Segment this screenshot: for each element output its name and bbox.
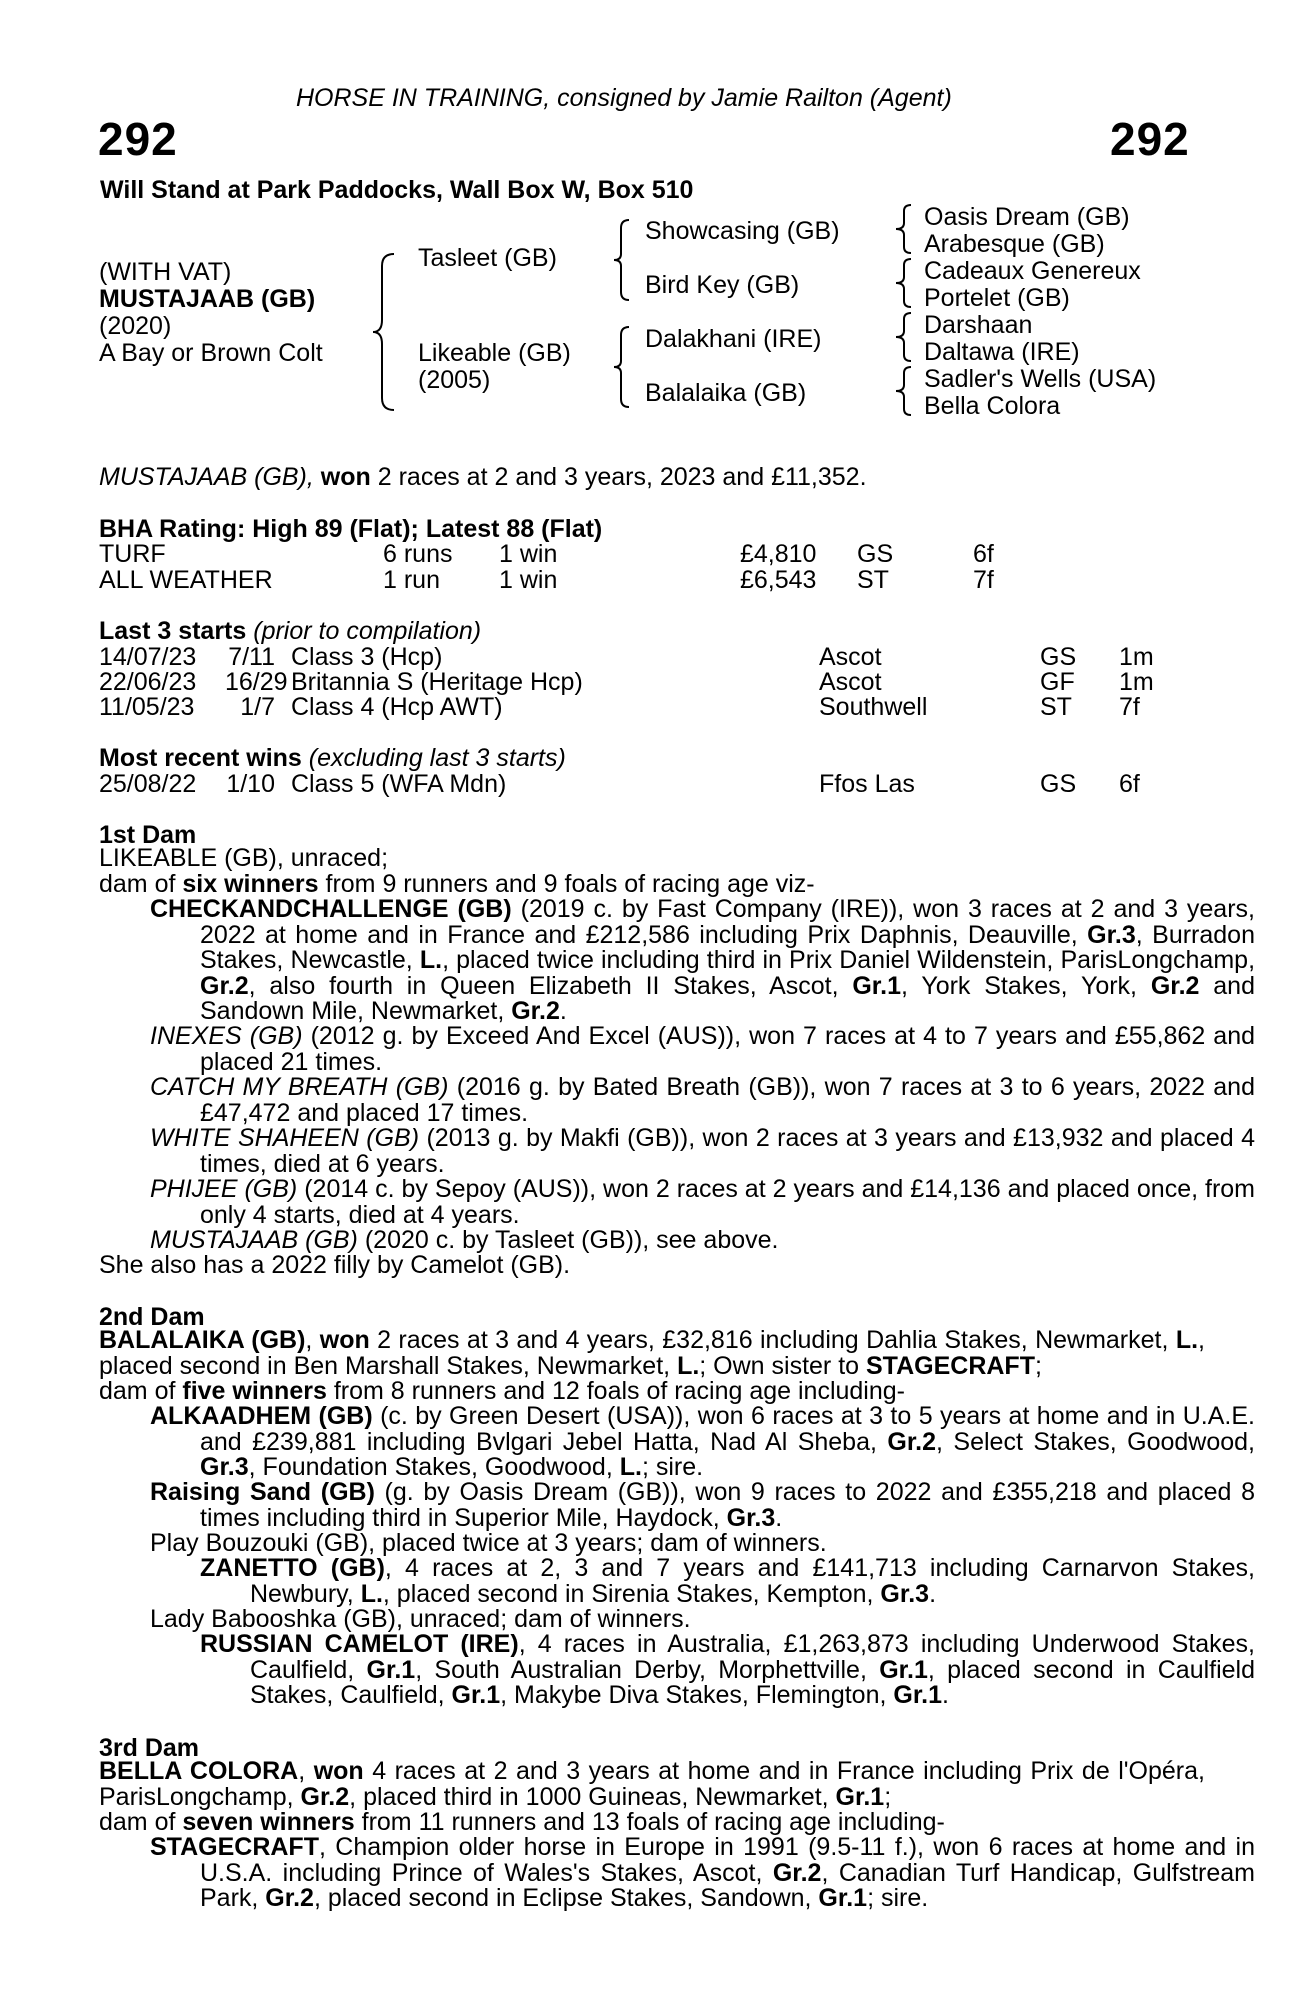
dam1-line1: LIKEABLE (GB), unraced;: [99, 844, 389, 872]
pedigree-brace-g3: [893, 311, 915, 363]
bha-rating-heading: BHA Rating: High 89 (Flat); Latest 88 (Flat): [99, 515, 603, 543]
pedigree-gen2-1: Showcasing (GB): [645, 217, 840, 245]
pedigree-dam: Likeable (GB): [418, 339, 571, 367]
pedigree-brace-dam: [611, 325, 633, 409]
horse-name: MUSTAJAAB (GB): [99, 285, 316, 313]
dam2-heading: 2nd Dam: [99, 1303, 205, 1331]
pedigree-brace-g2: [893, 257, 915, 309]
pedigree-gen3-6: Daltawa (IRE): [924, 338, 1080, 366]
dam2-progeny-4: Lady Babooshka (GB), unraced; dam of winners.: [150, 1605, 691, 1633]
dam3-heading: 3rd Dam: [99, 1734, 200, 1762]
pedigree-gen3-8: Bella Colora: [924, 392, 1061, 420]
pedigree-gen3-5: Darshaan: [924, 311, 1033, 339]
dam1-progeny-4: WHITE SHAHEEN (GB) (2013 g. by Makfi (GB)), won 2 races at 3 years and £13,932 and placed 4 times, died at 6 years.: [150, 1124, 1255, 1178]
pedigree-gen3-4: Portelet (GB): [924, 284, 1070, 312]
dam2-description: BALALAIKA (GB), won 2 races at 3 and 4 years, £32,816 including Dahlia Stakes, Newmarket, L., placed second in Ben Marshall Stakes, Newmarket, L.; Own sister to STAGECRAFT;: [99, 1326, 1205, 1380]
pedigree-brace-g1: [893, 203, 915, 255]
dam1-heading: 1st Dam: [99, 821, 197, 849]
lot-number-left: 292: [98, 113, 178, 165]
dam1-progeny-6: MUSTAJAAB (GB) (2020 c. by Tasleet (GB)), see above.: [150, 1226, 779, 1254]
vat-label: (WITH VAT): [99, 258, 232, 286]
pedigree-gen3-2: Arabesque (GB): [924, 230, 1105, 258]
dam1-progeny-5: PHIJEE (GB) (2014 c. by Sepoy (AUS)), won 2 races at 2 years and £14,136 and placed once, from only 4 starts, died at 4 years.: [150, 1175, 1255, 1229]
dam2-dam-of: dam of five winners from 8 runners and 12 foals of racing age including-: [99, 1377, 905, 1405]
dam2-grandprogeny-1: ZANETTO (GB), 4 races at 2, 3 and 7 years and £141,713 including Carnarvon Stakes, Newbury, L., placed second in Sirenia Stakes, Kempton, Gr.3.: [200, 1554, 1255, 1608]
pedigree-gen3-1: Oasis Dream (GB): [924, 203, 1130, 231]
dam1-closing: She also has a 2022 filly by Camelot (GB).: [99, 1251, 571, 1279]
pedigree-gen2-3: Dalakhani (IRE): [645, 325, 822, 353]
horse-description: A Bay or Brown Colt: [99, 339, 323, 367]
dam2-progeny-1: ALKAADHEM (GB) (c. by Green Desert (USA)), won 6 races at 3 to 5 years at home and in U.A.E. and £239,881 including Bvlgari Jebel Hatta, Nad Al Sheba, Gr.2, Select Stakes, Goodwood, Gr.3, Foundation Stakes, Goodwood, L.; sire.: [150, 1402, 1255, 1481]
pedigree-sire: Tasleet (GB): [418, 244, 557, 272]
dam2-grandprogeny-2: RUSSIAN CAMELOT (IRE), 4 races in Australia, £1,263,873 including Underwood Stakes, Caulfield, Gr.1, South Australian Derby, Morphettville, Gr.1, placed second in Caulfield Stakes, Caulfield, Gr.1, Makybe Diva Stakes, Flemington, Gr.1.: [200, 1630, 1256, 1709]
dam2-progeny-2: Raising Sand (GB) (g. by Oasis Dream (GB)), won 9 races to 2022 and £355,218 and placed 8 times including third in Superior Mile, Haydock, Gr.3.: [150, 1478, 1255, 1532]
pedigree-gen2-2: Bird Key (GB): [645, 271, 800, 299]
pedigree-brace-g4: [893, 365, 915, 417]
consignment-line: HORSE IN TRAINING, consigned by Jamie Railton (Agent): [296, 84, 952, 112]
pedigree-dam-year: (2005): [418, 366, 491, 394]
pedigree-brace-sire: [611, 218, 633, 302]
last-starts-heading: Last 3 starts (prior to compilation): [99, 617, 482, 645]
dam3-progeny-1: STAGECRAFT, Champion older horse in Europe in 1991 (9.5-11 f.), won 6 races at home and in U.S.A. including Prince of Wales's Stakes, Ascot, Gr.2, Canadian Turf Handicap, Gulfstream Park, Gr.2, placed second in Eclipse Stakes, Sandown, Gr.1; sire.: [150, 1833, 1255, 1912]
dam1-progeny-1: CHECKANDCHALLENGE (GB) (2019 c. by Fast Company (IRE)), won 3 races at 2 and 3 years, 2022 at home and in France and £212,586 including Prix Daphnis, Deauville, Gr.3, Burradon Stakes, Newcastle, L., placed twice including third in Prix Daniel Wildenstein, ParisLongchamp, Gr.2, also fourth in Queen Elizabeth II Stakes, Ascot, Gr.1, York Stakes, York, Gr.2 and Sandown Mile, Newmarket, Gr.2.: [150, 895, 1256, 1025]
pedigree-gen2-4: Balalaika (GB): [645, 379, 807, 407]
dam2-progeny-3: Play Bouzouki (GB), placed twice at 3 years; dam of winners.: [150, 1529, 827, 1557]
pedigree-brace-main: [370, 252, 400, 412]
horse-year: (2020): [99, 312, 172, 340]
dam1-progeny-2: INEXES (GB) (2012 g. by Exceed And Excel (AUS)), won 7 races at 4 to 7 years and £55,862 and placed 21 times.: [150, 1022, 1255, 1076]
location-line: Will Stand at Park Paddocks, Wall Box W, Box 510: [100, 176, 694, 204]
recent-wins-heading: Most recent wins (excluding last 3 starts): [99, 744, 566, 772]
dam3-dam-of: dam of seven winners from 11 runners and 13 foals of racing age including-: [99, 1808, 945, 1836]
dam1-progeny-3: CATCH MY BREATH (GB) (2016 g. by Bated Breath (GB)), won 7 races at 3 to 6 years, 2022 and £47,472 and placed 17 times.: [150, 1073, 1255, 1127]
lot-number-right: 292: [1110, 113, 1190, 165]
dam3-description: BELLA COLORA, won 4 races at 2 and 3 years at home and in France including Prix de l'Opéra, ParisLongchamp, Gr.2, placed third in 1000 Guineas, Newmarket, Gr.1;: [99, 1757, 1205, 1811]
pedigree-gen3-3: Cadeaux Genereux: [924, 257, 1141, 285]
race-summary: MUSTAJAAB (GB), won 2 races at 2 and 3 years, 2023 and £11,352.: [99, 463, 867, 491]
dam1-dam-of: dam of six winners from 9 runners and 9 foals of racing age viz-: [99, 870, 815, 898]
pedigree-gen3-7: Sadler's Wells (USA): [924, 365, 1157, 393]
